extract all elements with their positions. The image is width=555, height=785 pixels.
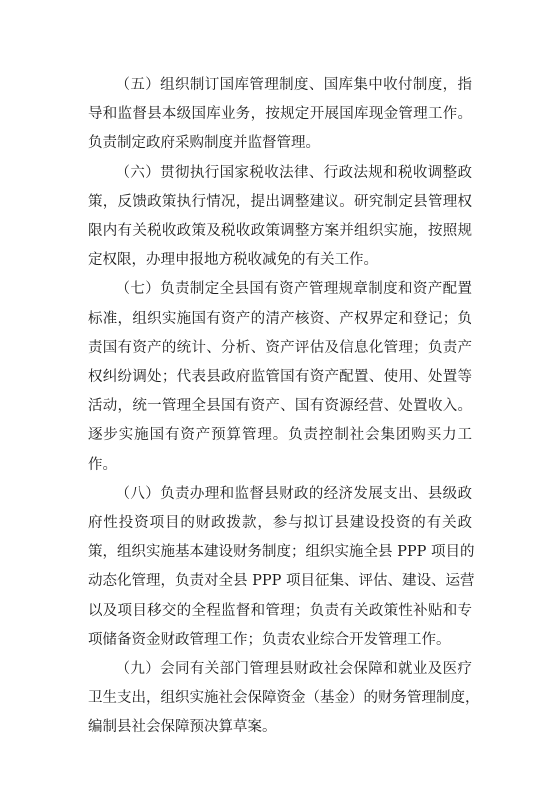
text-line: 逐步实施国有资产预算管理。负责控制社会集团购买力工 bbox=[88, 427, 472, 444]
text-line: 编制县社会保障预决算草案。 bbox=[88, 719, 277, 736]
text-line: （六）贯彻执行国家税收法律、行政法规和税收调整政 bbox=[115, 164, 472, 181]
text-line: （五）组织制订国库管理制度、国库集中收付制度，指 bbox=[115, 77, 472, 93]
text-line: 标准，组织实施国有资产的清产核资、产权界定和登记；负 bbox=[88, 310, 472, 327]
text-line: 权纠纷调处；代表县政府监管国有资产配置、使用、处置等 bbox=[88, 369, 472, 386]
text-line: 动态化管理，负责对全县 PPP 项目征集、评估、建设、运营 bbox=[88, 573, 475, 590]
paragraph-6 bbox=[88, 159, 472, 276]
text-line: 作。 bbox=[88, 456, 117, 473]
text-line: 活动，统一管理全县国有资产、国有资源经营、处置收入。 bbox=[88, 398, 472, 415]
text-line: （八）负责办理和监督县财政的经济发展支出、县级政 bbox=[115, 485, 472, 502]
text-line: 策，组织实施基本建设财务制度；组织实施全县 PPP 项目的 bbox=[88, 544, 475, 561]
text-line: 负责制定政府采购制度并监督管理。 bbox=[88, 135, 320, 152]
text-line: 导和监督县本级国库业务，按规定开展国库现金管理工作。 bbox=[88, 106, 472, 123]
text-line: （九）会同有关部门管理县财政社会保障和就业及医疗 bbox=[115, 661, 472, 678]
paragraph-9 bbox=[88, 655, 480, 743]
text-line: 定权限，办理申报地方税收减免的有关工作。 bbox=[88, 252, 378, 269]
paragraph-7 bbox=[88, 275, 472, 479]
text-line: 项储备资金财政管理工作；负责农业综合开发管理工作。 bbox=[88, 631, 451, 648]
paragraph-8 bbox=[88, 480, 475, 655]
text-line: 卫生支出，组织实施社会保障资金（基金）的财务管理制度， bbox=[88, 690, 480, 707]
text-line: 以及项目移交的全程监督和管理；负责有关政策性补贴和专 bbox=[88, 602, 472, 619]
text-line: 策，反馈政策执行情况，提出调整建议。研究制定县管理权 bbox=[88, 193, 472, 210]
document-body bbox=[88, 71, 480, 743]
paragraph-5 bbox=[88, 71, 472, 159]
text-line: 责国有资产的统计、分析、资产评估及信息化管理；负责产 bbox=[88, 339, 472, 356]
text-line: 府性投资项目的财政拨款，参与拟订县建设投资的有关政 bbox=[88, 515, 472, 532]
text-line: （七）负责制定全县国有资产管理规章制度和资产配置 bbox=[115, 281, 472, 298]
text-line: 限内有关税收政策及税收政策调整方案并组织实施，按照规 bbox=[88, 223, 472, 240]
